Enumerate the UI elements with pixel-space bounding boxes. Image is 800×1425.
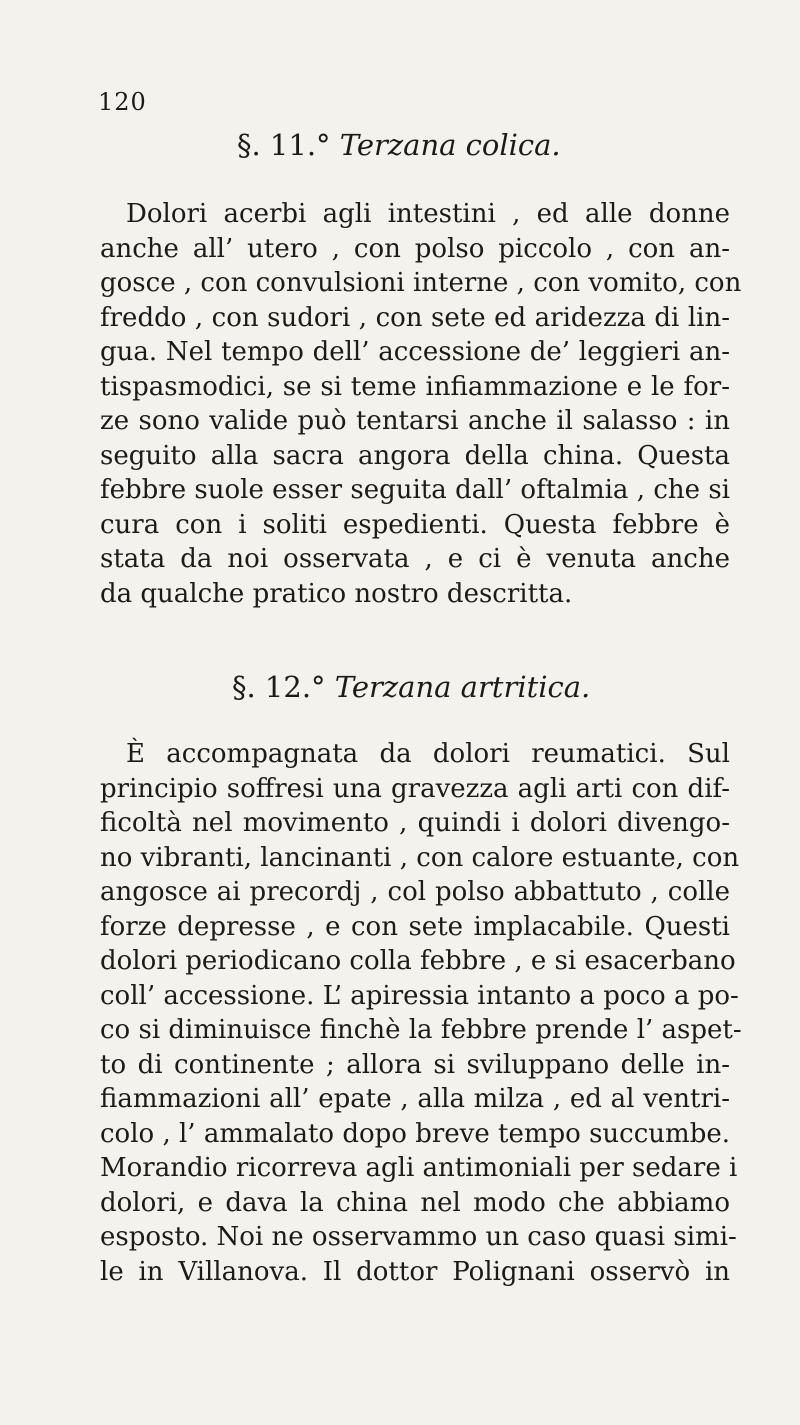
section-12-heading [232, 670, 590, 704]
text-line: tispasmodici, se si teme infiammazione e le for- [100, 371, 730, 402]
text-line: stata da noi osservata , e ci è venuta anche [100, 544, 730, 574]
text-line: angosce ai precordj , col polso abbattuto , colle [100, 877, 730, 907]
text-line: da qualche pratico nostro descritta. [100, 578, 573, 609]
text-line: ficoltà nel movimento , quindi i dolori divengo- [100, 808, 730, 838]
section-11-title: Terzana colica. [339, 128, 561, 162]
section-11-heading [237, 128, 561, 162]
text-line: ze sono valide può tentarsi anche il salasso : in [100, 406, 730, 436]
text-line: forze depresse , e con sete implacabile. Questi [100, 911, 730, 942]
text-line: seguito alla sacra angora della china. Questa [100, 440, 730, 471]
text-line: È accompagnata da dolori reumatici. Sul [126, 739, 730, 769]
section-12-number: §. 12.° [232, 670, 326, 704]
text-line: dolori, e dava la china nel modo che abbiamo [100, 1187, 730, 1218]
text-line: coll’ accessione. L’ apiressia intanto a poco a po- [100, 980, 739, 1011]
text-line: to di continente ; allora si sviluppano delle in- [100, 1049, 730, 1080]
text-line: gosce , con convulsioni interne , con vomito, con [100, 268, 742, 298]
text-line: esposto. Noi ne osservammo un caso quasi simi- [100, 1222, 737, 1252]
text-line: no vibranti, lancinanti , con calore estuante, con [100, 842, 740, 873]
text-line: dolori periodicano colla febbre , e si esacerbano [100, 946, 736, 976]
text-line: gua. Nel tempo dell’ accessione de’ leggieri an- [100, 337, 730, 367]
section-12-title: Terzana artritica. [334, 670, 591, 704]
section-11-number: §. 11.° [237, 128, 331, 162]
text-line: febbre suole esser seguita dall’ oftalmia , che si [100, 475, 730, 505]
page-number: 120 [98, 88, 147, 116]
text-line: Morandio ricorreva agli antimoniali per sedare i [100, 1153, 738, 1183]
text-line: colo , l’ ammalato dopo breve tempo succumbe. [100, 1118, 730, 1149]
text-line: le in Villanova. Il dottor Polignani osservò in [100, 1256, 730, 1287]
text-line: principio soffresi una gravezza agli arti con dif- [100, 773, 730, 804]
section-11-paragraph [100, 197, 742, 611]
section-12-paragraph [100, 737, 742, 1289]
text-line: anche all’ utero , con polso piccolo , con an- [100, 233, 730, 264]
text-line: Dolori acerbi agli intestini , ed alle donne [126, 199, 730, 229]
text-line: fiammazioni all’ epate , alla milza , ed al ventri- [100, 1084, 730, 1114]
text-line: freddo , con sudori , con sete ed aridezza di lin- [100, 302, 730, 333]
text-line: cura con i soliti espedienti. Questa febbre è [100, 509, 730, 540]
text-line: co si diminuisce finchè la febbre prende l’ aspet- [100, 1015, 742, 1045]
